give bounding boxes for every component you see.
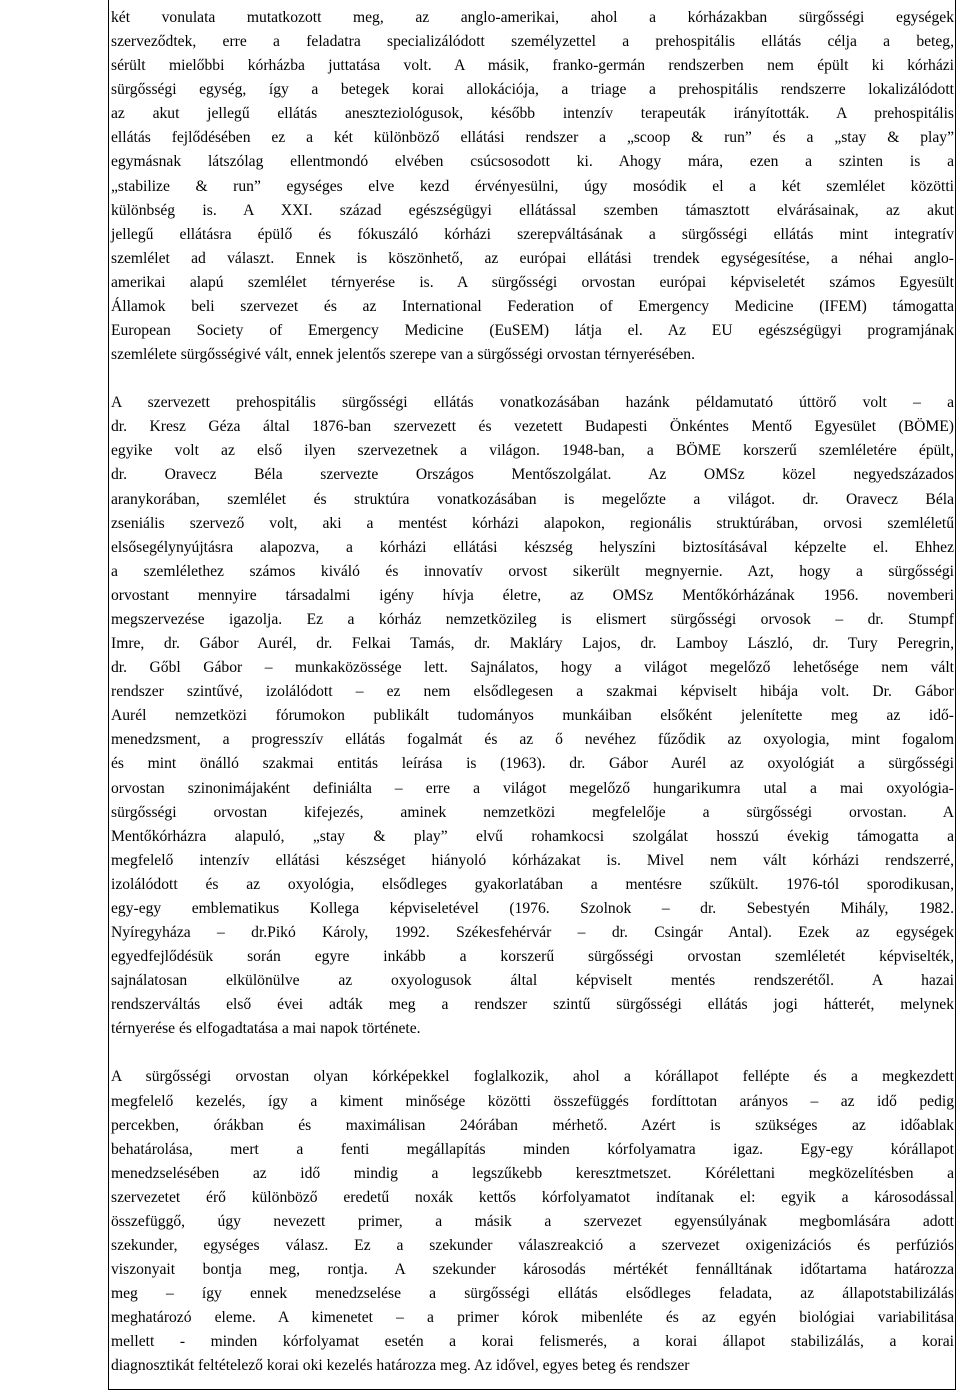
text-line: összefüggő, úgy nevezett primer, a másik a szervezet egyensúlyának megbomlására adott: [111, 1212, 954, 1230]
text-line: szemlélete sürgősségivé vált, ennek jelentős szerepe van a sürgősségi orvostan térnyerésében.: [111, 346, 695, 364]
text-line: orvostant mennyire társadalmi igény hívja életre, az OMSz Mentőkórházának 1956. novemberi: [111, 586, 954, 604]
text-line: a szemlélethez számos kiváló és innovatív orvost sikerült megnyernie. Azt, hogy a sürgősségi: [111, 562, 954, 580]
text-line: diagnosztikát feltételező korai oki kezelés határozza meg. Az idővel, egyes beteg és rendszer: [111, 1357, 690, 1375]
text-line: különbség is. A XXI. század egészségügyi ellátással szemben támasztott elvárásainak, az akut: [111, 201, 954, 219]
text-line: dr. Kresz Géza által 1876-ban szervezett és vezetett Budapesti Önkéntes Mentő Egyesület (BÖME): [111, 418, 954, 436]
text-line: megszervezése igazolja. Ez a kórház nemzetközileg is elismert sürgősségi orvosok – dr. Stumpf: [111, 610, 954, 628]
text-line: szekunder, egységes válasz. Ez a szekunder válaszreakció a szervezet oxigenizációs és perfúziós: [111, 1236, 954, 1254]
text-line: sürgősségi egység, így a betegek korai allokációja, a triage a prehospitális rendszerre lokalizálódott: [111, 81, 954, 99]
text-line: Nyíregyháza – dr.Pikó Károly, 1992. Székesfehérvár – dr. Csingár Antal). Ezek az egységek: [111, 923, 954, 941]
text-line: és mint önálló szakmai entitás leírása is (1963). dr. Gábor Aurél az oxyológiát a sürgősségi: [111, 755, 954, 773]
text-line: dr. Oravecz Béla szervezte Országos Mentőszolgálat. Az OMSz közel negyedszázados: [111, 466, 954, 484]
text-line: Imre, dr. Gábor Aurél, dr. Felkai Tamás, dr. Makláry Lajos, dr. Lamboy László, dr. Tury Peregrin,: [111, 635, 954, 653]
text-line: az akut jellegű ellátás aneszteziológusok, később intenzív terapeuták irányították. A prehospitális: [111, 105, 954, 123]
text-line: orvostan szinonimájaként definiálta – erre a világot megelőző hungarikumra utal a mai oxyológia-: [111, 779, 954, 797]
text-line: zseniális szervező volt, aki a mentést kórházi alapokon, regionális struktúrában, orvosi szemléletű: [111, 514, 954, 532]
text-line: amerikai alapú szemlélet térnyerése is. A sürgősségi orvostan európai képviseletét számos Egyesült: [111, 273, 954, 291]
text-line: rendszer szintűvé, izolálódott – ez nem elsődlegesen a szakmai képviselt hibája volt. Dr. Gábor: [111, 683, 954, 701]
text-line: A szervezett prehospitális sürgősségi ellátás vonatkozásában hazánk példamutató úttörő volt – a: [111, 394, 954, 412]
text-line: meg – így ennek menedzselése a sürgősségi ellátás elsődleges feladata, az állapotstabilizálás: [111, 1285, 954, 1303]
text-line: elsősegélynyújtásra alapozva, a kórházi ellátási készség helyszíni biztosításával képzelte el. Ehhez: [111, 538, 954, 556]
text-line: European Society of Emergency Medicine (EuSEM) látja el. Az EU egészségügyi programjának: [111, 322, 954, 340]
text-line: két vonulata mutatkozott meg, az anglo-amerikai, ahol a kórházakban sürgősségi egységek: [111, 9, 954, 26]
text-line: ellátás fejlődésében ez a két különböző ellátási rendszer a „scoop & run” és a „stay & play”: [111, 129, 954, 147]
paragraph-1: [111, 6, 954, 391]
paragraph-2: [111, 391, 954, 1065]
text-line: sürgősségi orvostan kifejezés, aminek nemzetközi megfelelője a sürgősségi orvostan. A: [111, 803, 954, 821]
text-line: behatárolása, mert a fenti megállapítás minden kórfolyamatra igaz. Egy-egy kórállapot: [111, 1140, 954, 1158]
text-line: egyike volt az első ilyen szervezetnek a világon. 1948-ban, a BÖME korszerű szemléletére épült,: [111, 442, 954, 460]
text-line: jellegű ellátásra épülő és fókuszáló kórházi szerepváltásának a sürgősségi ellátás mint integratív: [111, 225, 954, 243]
text-line: Államok beli szervezet és az International Federation of Emergency Medicine (IFEM) támogatta: [111, 297, 954, 315]
text-line: A sürgősségi orvostan olyan kórképekkel foglalkozik, ahol a kórállapot fellépte és a megkezdett: [111, 1068, 954, 1086]
paragraph-3: [111, 1065, 954, 1378]
text-line: „stabilize & run” egységes elve kezd érvényesülni, úgy mosódik el a két szemlélet közötti: [111, 177, 954, 195]
text-line: izolálódott és az oxyológia, elsődleges gyakorlatában a mentésre szűkült. 1976-tól sporodikusan,: [111, 875, 954, 893]
text-line: szemlélet ad választ. Ennek is köszönhető, az európai ellátási trendek egységesítése, a néhai anglo-: [111, 249, 954, 267]
text-line: meghatározó eleme. A kimenetet – a primer kórok mibenléte és az egyén biológiai variabilitása: [111, 1309, 954, 1327]
text-line: rendszerváltás első évei adták meg a rendszer szintű sürgősségi ellátás jogi hátterét, melynek: [111, 996, 954, 1014]
text-line: megfelelő intenzív ellátási készséget hiányoló kórházakat is. Mivel nem vált kórházi rendszerré,: [111, 851, 954, 869]
text-line: egyedfejlődésük során egyre inkább a korszerű sürgősségi orvostan szemléletét képviselték,: [111, 948, 954, 966]
text-line: szervezetet érő különböző eredetű noxák kettős kórfolyamatot indítanak el: egyik a károsodással: [111, 1188, 954, 1206]
text-line: sajnálatosan elkülönülve az oxyologusok által képviselt mentés rendszerétől. A hazai: [111, 972, 954, 990]
text-line: Mentőkórházra alapuló, „stay & play” elvű rohamkocsi szolgálat hosszú évekig támogatta a: [111, 827, 954, 845]
text-line: egy-egy emblematikus Kollega képviseletével (1976. Szolnok – dr. Sebestyén Mihály, 1982.: [111, 899, 954, 917]
text-line: aranykorában, szemlélet és struktúra vonatkozásában is megelőzte a világot. dr. Oravecz Béla: [111, 490, 954, 508]
text-line: percekben, órákban és maximálisan 24órában mérhető. Azért is szükséges az időablak: [111, 1116, 954, 1134]
text-line: sérült mielőbbi kórházba juttatása volt. A másik, franko-germán rendszerben nem épült ki kórházi: [111, 57, 954, 75]
text-line: mellett - minden kórfolyamat esetén a korai felismerés, a korai állapot stabilizálás, a korai: [111, 1333, 954, 1351]
document-body: [111, 6, 954, 1378]
text-line: szerveződtek, erre a feladatra specializálódott személyzettel a prehospitális ellátás célja a beteg,: [111, 33, 954, 51]
text-line: menedzselésében az idő mindig a legszűkebb keresztmetszet. Kórélettani megközelítésben a: [111, 1164, 954, 1182]
text-line: viszonyait bontja meg, rontja. A szekunder károsodás mértékét fennálltának időtartama határozza: [111, 1261, 954, 1279]
text-line: dr. Gőbl Gábor – munkaközössége lett. Sajnálatos, hogy a világot megelőző lehetősége nem vált: [111, 659, 954, 677]
text-line: egymásnak látszólag ellentmondó elvében csúcsosodott ki. Ahogy mára, ezen a szinten is a: [111, 153, 954, 171]
text-line: menedzsment, a progresszív ellátás fogalmát és az ő nevéhez fűződik az oxyologia, mint fogalom: [111, 731, 954, 749]
text-line: térnyerése és elfogadtatása a mai napok története.: [111, 1020, 421, 1038]
text-line: megfelelő kezelés, így a kiment minősége közötti összefüggés fordíttotan arányos – az idő pedig: [111, 1092, 954, 1110]
text-line: Aurél nemzetközi fórumokon publikált tudományos munkáiban elsőként jelenítette meg az idő-: [111, 707, 954, 725]
